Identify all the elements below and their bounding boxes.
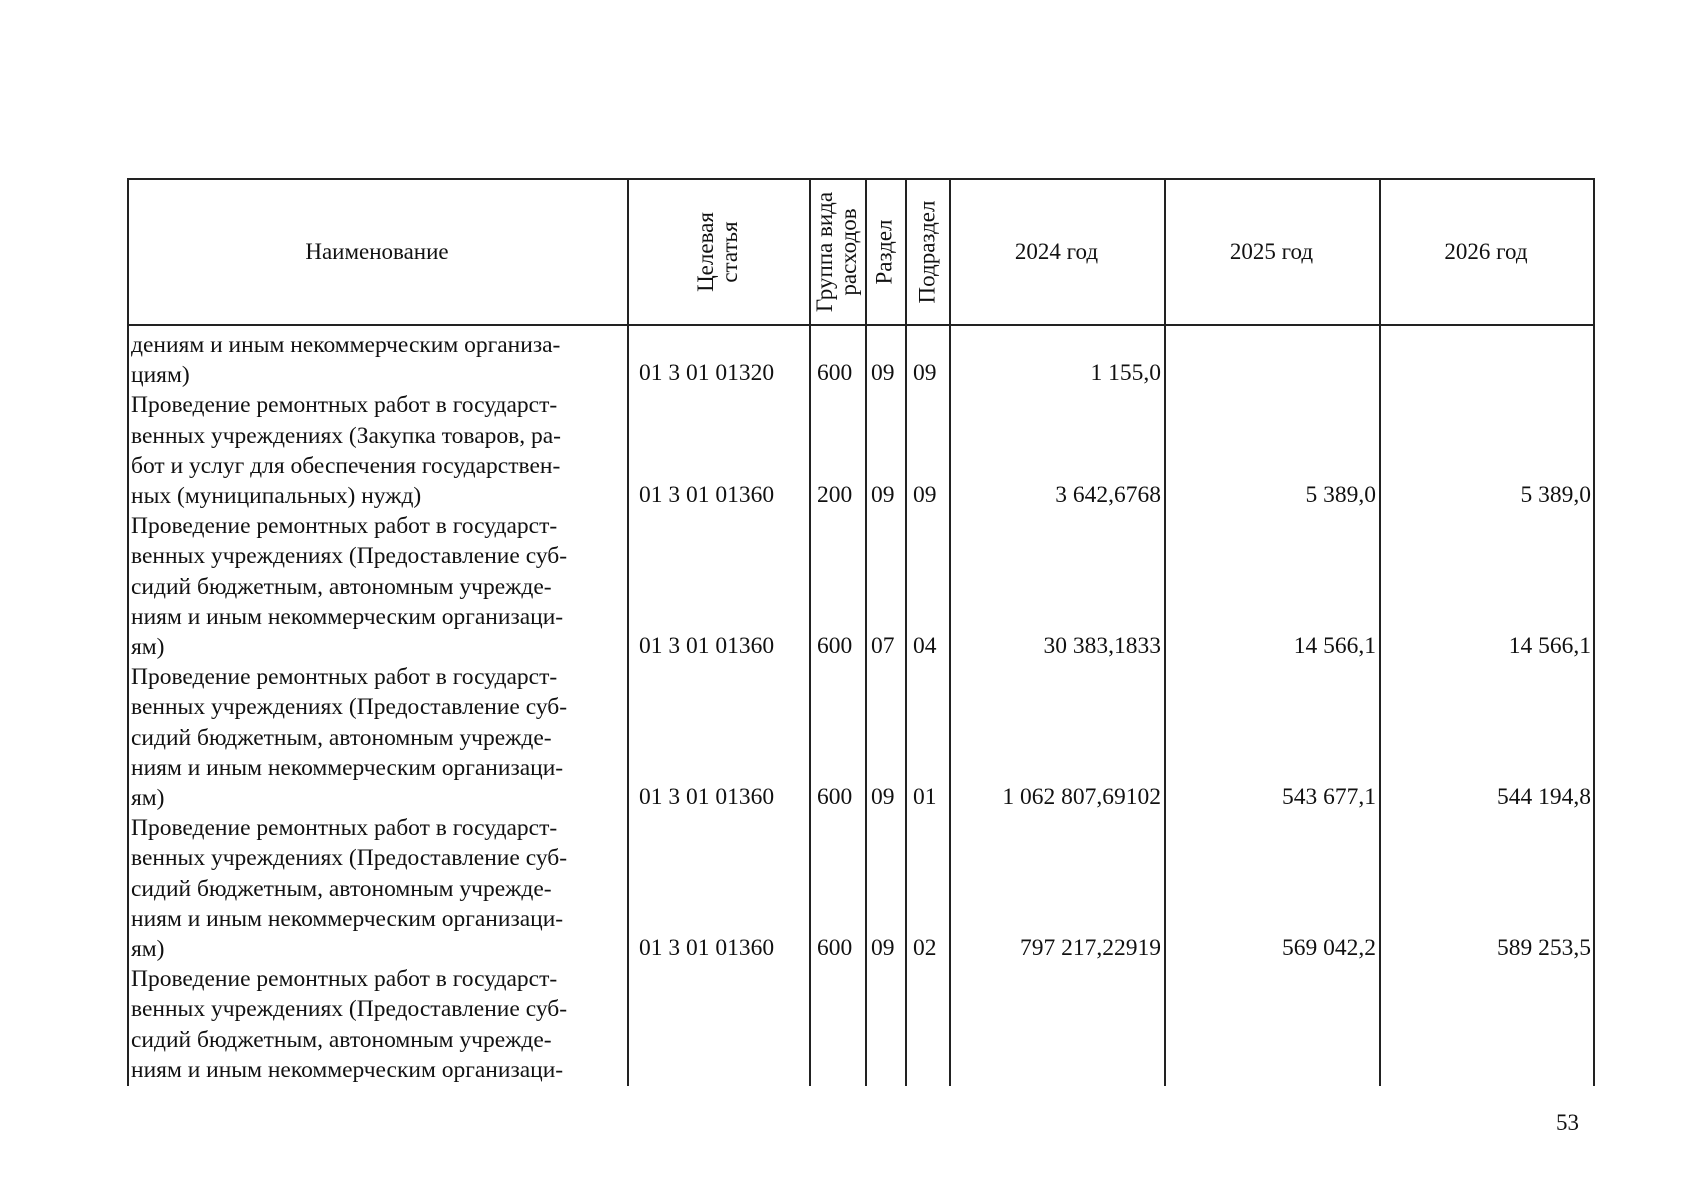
budget-table <box>127 178 1595 1086</box>
header-section-label: Раздел <box>872 219 897 285</box>
cell-subsection: 09 <box>913 482 937 508</box>
name-line: сидий бюджетным, автономным учрежде- <box>131 875 552 902</box>
cell-group: 200 <box>817 482 853 508</box>
cell-2024: 1 155,0 <box>1090 360 1161 386</box>
name-line: дениям и иным некоммерческим организа- <box>131 332 561 358</box>
header-group-label: Группа вида расходов <box>812 191 862 313</box>
header-name: Наименование <box>305 239 449 264</box>
name-line: венных учреждениях (Закупка товаров, ра- <box>131 422 561 449</box>
column-line <box>1593 178 1595 1086</box>
name-line: ниям и иным некоммерческим организаци- <box>131 754 564 781</box>
cell-2025: 14 566,1 <box>1293 633 1376 659</box>
name-line: венных учреждениях (Предоставление суб- <box>131 694 568 721</box>
cell-2025: 5 389,0 <box>1305 482 1376 508</box>
cell-2024: 30 383,1833 <box>1043 633 1161 659</box>
cell-subsection: 04 <box>913 633 937 659</box>
name-line: ям) <box>131 785 165 812</box>
name-line: Проведение ремонтных работ в государст- <box>131 513 558 540</box>
cell-group: 600 <box>817 360 853 386</box>
name-line: ниям и иным некоммерческим организаци- <box>131 1056 564 1083</box>
name-line: Проведение ремонтных работ в государст- <box>131 664 558 691</box>
name-line: циям) <box>131 362 190 389</box>
header-subsection <box>905 178 949 326</box>
name-line: ниям и иным некоммерческим организаци- <box>131 905 564 932</box>
name-line: Проведение ремонтных работ в государст- <box>131 815 558 842</box>
name-column-text <box>131 330 621 1085</box>
cell-group: 600 <box>817 935 853 961</box>
name-line: сидий бюджетным, автономным учрежде- <box>131 724 552 751</box>
cell-target: 01 3 01 01360 <box>639 784 775 810</box>
name-line: сидий бюджетным, автономным учрежде- <box>131 573 552 600</box>
header-2025: 2025 год <box>1229 239 1314 264</box>
cell-2024: 1 062 807,69102 <box>1002 784 1161 810</box>
cell-section: 09 <box>871 360 895 386</box>
cell-2026: 589 253,5 <box>1497 935 1591 961</box>
name-line: Проведение ремонтных работ в государст- <box>131 392 558 419</box>
cell-target: 01 3 01 01320 <box>639 360 775 386</box>
cell-group: 600 <box>817 633 853 659</box>
name-line: ниям и иным некоммерческим организаци- <box>131 603 564 630</box>
cell-2025: 543 677,1 <box>1282 784 1376 810</box>
cell-section: 09 <box>871 482 895 508</box>
header-subsection-label: Подраздел <box>914 200 940 304</box>
cell-2024: 797 217,22919 <box>1020 935 1161 961</box>
header-section <box>865 178 905 326</box>
cell-target: 01 3 01 01360 <box>639 935 775 961</box>
name-line: ных (муниципальных) нужд) <box>131 483 422 510</box>
cell-2026: 5 389,0 <box>1520 482 1591 508</box>
name-line: ям) <box>131 634 165 661</box>
cell-target: 01 3 01 01360 <box>639 482 775 508</box>
header-target <box>627 178 809 326</box>
cell-2024: 3 642,6768 <box>1055 482 1161 508</box>
cell-section: 09 <box>871 935 895 961</box>
page-number: 53 <box>1556 1110 1579 1135</box>
cell-subsection: 09 <box>913 360 937 386</box>
name-line: венных учреждениях (Предоставление суб- <box>131 845 568 872</box>
cell-2026: 14 566,1 <box>1508 633 1591 659</box>
cell-target: 01 3 01 01360 <box>639 633 775 659</box>
cell-2026: 544 194,8 <box>1497 784 1591 810</box>
name-line: венных учреждениях (Предоставление суб- <box>131 543 568 570</box>
header-2026: 2026 год <box>1444 239 1528 264</box>
name-line: бот и услуг для обеспечения государствен- <box>131 452 561 479</box>
header-2024: 2024 год <box>1014 239 1099 264</box>
name-line: ям) <box>131 936 165 963</box>
header-target-label: Целевая статья <box>692 212 742 292</box>
name-line: Проведение ремонтных работ в государст- <box>131 966 558 993</box>
header-group <box>809 178 865 326</box>
cell-group: 600 <box>817 784 853 810</box>
cell-section: 07 <box>871 633 895 659</box>
cell-2025: 569 042,2 <box>1282 935 1376 961</box>
cell-subsection: 02 <box>913 935 937 961</box>
cell-section: 09 <box>871 784 895 810</box>
name-line: венных учреждениях (Предоставление суб- <box>131 996 568 1023</box>
name-line: сидий бюджетным, автономным учрежде- <box>131 1026 552 1053</box>
cell-subsection: 01 <box>913 784 937 810</box>
